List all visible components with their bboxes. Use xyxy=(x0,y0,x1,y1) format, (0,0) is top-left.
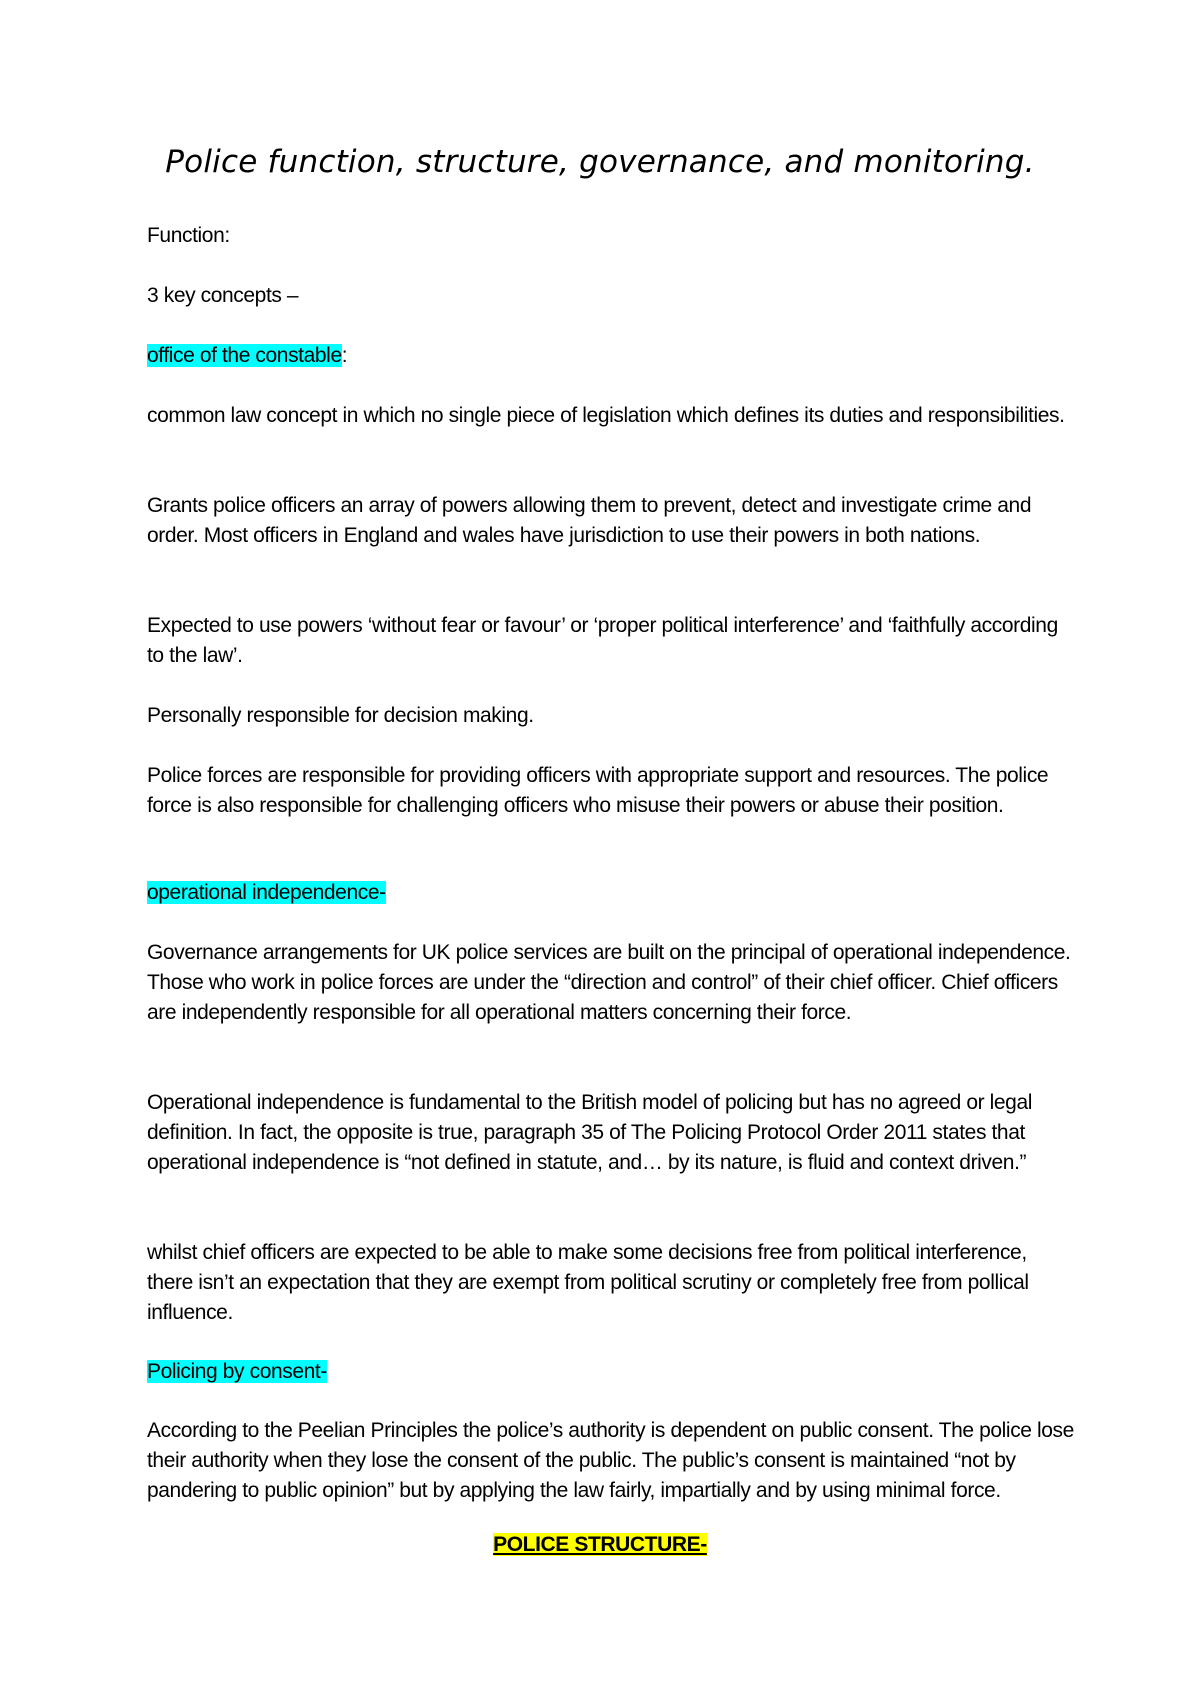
paragraph: Police forces are responsible for providing officers with appropriate support and resources. The police force is also responsible for challenging officers who misuse their powers or abuse their position. xyxy=(147,764,1049,817)
paragraph: Personally responsible for decision making. xyxy=(147,704,534,727)
paragraph: Governance arrangements for UK police services are built on the principal of operational independence. Those who work in police forces are under the “direction and control” of their chief officer. Chief officers are independently responsible for all operational matters concerning their force. xyxy=(147,941,1071,1024)
paragraph: Expected to use powers ‘without fear or favour’ or ‘proper political interference’ and ‘faithfully according to the law’. xyxy=(147,614,1058,667)
paragraph: Grants police officers an array of powers allowing them to prevent, detect and investigate crime and order. Most officers in England and wales have jurisdiction to use their powers in both nations. xyxy=(147,494,1032,547)
document-title: Police function, structure, governance, and monitoring. xyxy=(165,144,1035,180)
paragraph: common law concept in which no single piece of legislation which defines its duties and responsibilities. xyxy=(147,404,1065,427)
paragraph: According to the Peelian Principles the police’s authority is dependent on public consent. The police lose their authority when they lose the consent of the public. The public’s consent is maintained “not by pandering to public opinion” but by applying the law fairly, impartially and by using minimal force. xyxy=(147,1419,1074,1502)
key-concepts-label: 3 key concepts – xyxy=(147,284,299,307)
highlighted-heading: office of the constable xyxy=(147,344,342,367)
function-label: Function: xyxy=(147,224,230,247)
paragraph: Operational independence is fundamental to the British model of policing but has no agreed or legal definition. In fact, the opposite is true, paragraph 35 of The Policing Protocol Order 2011 states that operational independence is “not defined in statute, and… by its nature, is fluid and context driven.” xyxy=(147,1091,1033,1174)
paragraph: whilst chief officers are expected to be able to make some decisions free from political interference, there isn’t an expectation that they are exempt from political scrutiny or completely free from pollical influence. xyxy=(147,1241,1029,1324)
section-heading-office-of-constable xyxy=(147,341,347,371)
heading-suffix: : xyxy=(341,344,348,367)
highlighted-heading: POLICE STRUCTURE- xyxy=(493,1533,707,1556)
highlighted-heading: operational independence- xyxy=(147,881,386,904)
section-heading-policing-by-consent xyxy=(147,1357,327,1387)
highlighted-heading: Policing by consent- xyxy=(147,1360,327,1383)
police-structure-heading xyxy=(0,1530,1200,1560)
section-heading-operational-independence xyxy=(147,878,386,908)
